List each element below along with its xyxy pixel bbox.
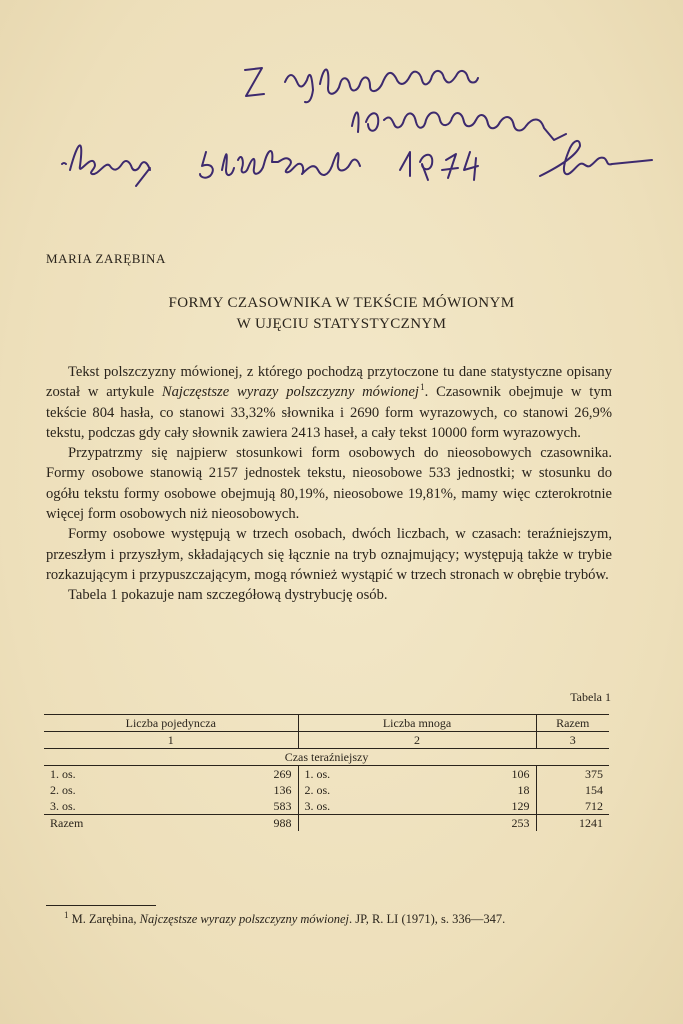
sg-person-label: 2. os. [50,782,76,797]
table-label: Tabela 1 [570,690,611,704]
header-total: Razem [536,715,609,732]
pl-person-label: 1. os. [298,766,368,783]
sum-singular: 988 [112,815,298,832]
paragraph-2: Przypatrzmy się najpierw stosunkowi form osobowych do nieosobowych czasownika. Formy osobowe stanowią 2157 jednostek tekstu, nieosobowe 533 jednostki; w stosunku do ogółu tekstu formy osobowe obejmują 80,19%, nieosobowe 19,81%, mamy więc czterokrotnie więcej form osobowych niż nieosobowych. [46,445,612,523]
section-row [44,749,609,766]
pl-person-label: 3. os. [298,798,368,815]
sg-value: 583 [273,798,292,813]
table-header-row [44,715,609,732]
column-number-row [44,732,609,749]
table-row [44,798,609,815]
footnote-source: . JP, R. LI (1971), s. 336—347. [349,912,506,926]
cited-article-title: Najczęstsze wyrazy polszczyzny mówionej [161,384,419,401]
footnote-mark: 1 [64,909,69,920]
total-value: 375 [536,766,609,783]
handwritten-inscription [0,0,683,210]
sum-row [44,815,609,832]
column-number-2: 2 [298,732,536,749]
table-row [44,782,609,798]
sum-plural-spacer [298,815,368,832]
sg-value: 269 [273,766,292,781]
total-value: 154 [536,782,609,798]
footnote-reference[interactable]: 1 [420,382,425,393]
column-number-1: 1 [44,732,298,749]
article-title-line-1: FORMY CZASOWNIKA W TEKŚCIE MÓWIONYM [168,295,515,311]
pl-value: 18 [517,782,530,797]
sg-person-label: 1. os. [50,766,76,781]
pl-value: 106 [511,766,530,781]
pl-value: 129 [511,798,530,813]
paragraph-1-text-a: Tekst polszczyzny mówionej, z którego pochodzą przytoczone tu dane statystyczne opisany został w artykule [46,364,612,401]
section-title: Czas teraźniejszy [44,749,609,766]
author-name: MARIA ZARĘBINA [46,251,166,266]
sum-label: Razem [44,815,112,832]
pl-person-label: 2. os. [298,782,368,798]
paragraph-4: Tabela 1 pokazuje nam szczegółową dystrybucję osób. [68,587,388,604]
sg-person-label: 3. os. [50,798,76,813]
article-title-line-2: W UJĘCIU STATYSTYCZNYM [236,316,447,332]
footnote-divider [46,905,156,906]
footnote-title: Najczęstsze wyrazy polszczyzny mówionej [139,912,350,926]
header-plural: Liczba mnoga [298,715,536,732]
table-row [44,766,609,783]
sg-value: 136 [273,782,292,797]
total-value: 712 [536,798,609,815]
column-number-3: 3 [536,732,609,749]
paragraph-3: Formy osobowe występują w trzech osobach, dwóch liczbach, w czasach: teraźniejszym, przeszłym i przyszłym, składających się łącznie na tryb oznajmujący; występują także w trybie rozkazującym i przypuszczającym, mogą również wystąpić w trzech stronach w obrębie trybów. [46,526,612,583]
paragraph-1 [46,362,612,443]
paragraph-1-text-b: . Czasownik obejmuje w tym tekście 804 hasła, co stanowi 33,32% słownika i 2690 form wyrazowych, co stanowi 26,9% tekstu, podczas gdy cały słownik zawiera 2413 haseł, a cały tekst 10000 form wyrazowych. [46,384,612,441]
header-singular: Liczba pojedyncza [44,715,298,732]
sum-plural: 253 [368,815,536,832]
sum-total: 1241 [536,815,609,832]
article-body [46,362,612,606]
person-distribution-table [44,714,609,831]
footnote [46,910,612,928]
footnote-author: M. Zarębina, [71,912,140,926]
